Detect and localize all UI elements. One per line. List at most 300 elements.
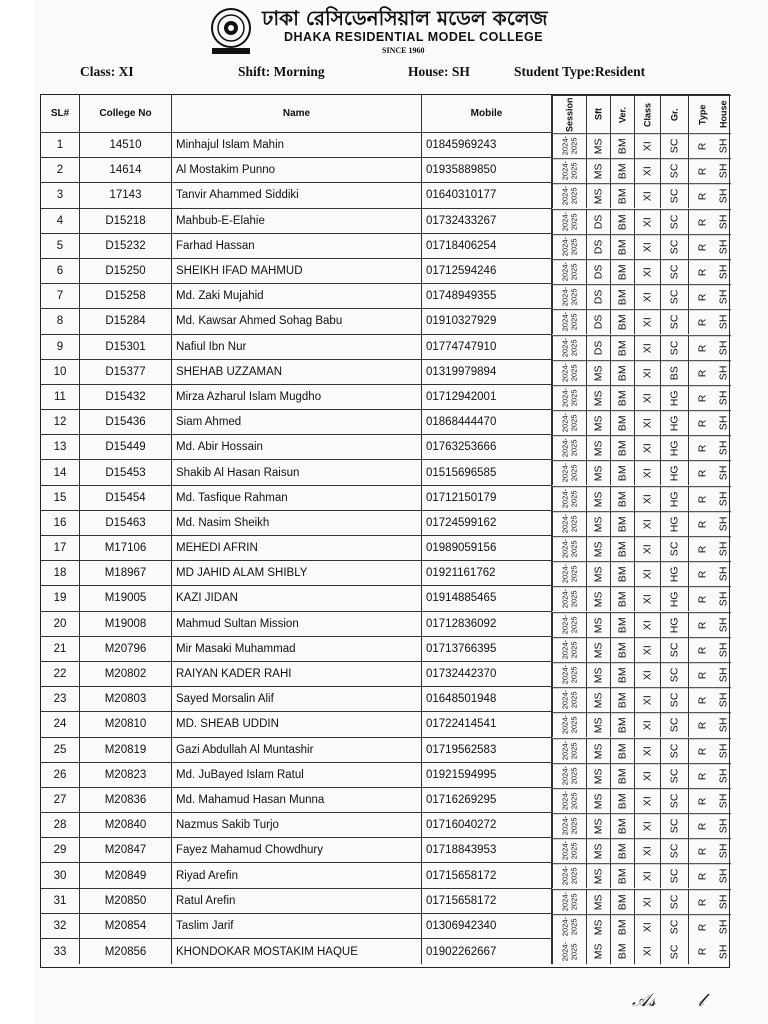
cell-shift: MS bbox=[586, 838, 610, 863]
cell-version: BM bbox=[610, 863, 634, 888]
cell-type: R bbox=[688, 687, 716, 712]
cell-name: Mahbub-E-Elahie bbox=[172, 209, 422, 234]
cell-college-no: D15301 bbox=[80, 335, 172, 360]
cell-session: 2024-2025 bbox=[552, 863, 586, 888]
cell-college-no: M20796 bbox=[80, 637, 172, 662]
cell-type: R bbox=[688, 460, 716, 485]
cell-version: BM bbox=[610, 209, 634, 234]
cell-type: R bbox=[688, 209, 716, 234]
cell-college-no: D15463 bbox=[80, 511, 172, 536]
cell-group: BS bbox=[660, 360, 688, 385]
cell-version: BM bbox=[610, 183, 634, 208]
cell-session: 2024-2025 bbox=[552, 889, 586, 914]
cell-college-no: M20802 bbox=[80, 662, 172, 687]
cell-class: XI bbox=[634, 435, 660, 460]
cell-mobile: 01921161762 bbox=[422, 561, 552, 586]
cell-type: R bbox=[688, 612, 716, 637]
cell-college-no: D15284 bbox=[80, 309, 172, 334]
cell-shift: MS bbox=[586, 486, 610, 511]
cell-session: 2024-2025 bbox=[552, 410, 586, 435]
cell-name: SHEIKH IFAD MAHMUD bbox=[172, 259, 422, 284]
cell-group: SC bbox=[660, 158, 688, 183]
cell-mobile: 01712836092 bbox=[422, 612, 552, 637]
cell-type: R bbox=[688, 284, 716, 309]
cell-group: HG bbox=[660, 486, 688, 511]
cell-class: XI bbox=[634, 536, 660, 561]
cell-college-no: D15377 bbox=[80, 360, 172, 385]
cell-session: 2024-2025 bbox=[552, 561, 586, 586]
cell-sl: 16 bbox=[41, 511, 80, 536]
cell-session: 2024-2025 bbox=[552, 813, 586, 838]
cell-group: SC bbox=[660, 309, 688, 334]
header-college-no: College No bbox=[80, 95, 172, 133]
cell-shift: MS bbox=[586, 511, 610, 536]
cell-name: Nazmus Sakib Turjo bbox=[172, 813, 422, 838]
cell-class: XI bbox=[634, 183, 660, 208]
cell-house: SH bbox=[716, 183, 731, 208]
cell-name: Md. Zaki Mujahid bbox=[172, 284, 422, 309]
college-title-bangla: ঢাকা রেসিডেনসিয়াল মডেল কলেজ bbox=[262, 6, 548, 30]
cell-group: HG bbox=[660, 385, 688, 410]
cell-mobile: 01763253666 bbox=[422, 435, 552, 460]
header-version: Ver. bbox=[610, 95, 634, 133]
cell-name: Md. Kawsar Ahmed Sohag Babu bbox=[172, 309, 422, 334]
cell-name: Md. Mahamud Hasan Munna bbox=[172, 788, 422, 813]
cell-sl: 33 bbox=[41, 939, 80, 964]
cell-class: XI bbox=[634, 460, 660, 485]
cell-version: BM bbox=[610, 234, 634, 259]
cell-version: BM bbox=[610, 410, 634, 435]
cell-name: Md. JuBayed Islam Ratul bbox=[172, 763, 422, 788]
cell-type: R bbox=[688, 486, 716, 511]
cell-mobile: 01921594995 bbox=[422, 763, 552, 788]
cell-college-no: 14614 bbox=[80, 158, 172, 183]
cell-type: R bbox=[688, 763, 716, 788]
cell-type: R bbox=[688, 259, 716, 284]
cell-class: XI bbox=[634, 863, 660, 888]
cell-group: SC bbox=[660, 763, 688, 788]
cell-college-no: D15232 bbox=[80, 234, 172, 259]
cell-session: 2024-2025 bbox=[552, 712, 586, 737]
cell-type: R bbox=[688, 889, 716, 914]
cell-version: BM bbox=[610, 687, 634, 712]
cell-group: SC bbox=[660, 712, 688, 737]
cell-college-no: M20856 bbox=[80, 939, 172, 964]
cell-group: HG bbox=[660, 561, 688, 586]
cell-sl: 3 bbox=[41, 183, 80, 208]
meta-shift: Shift: Morning bbox=[238, 64, 325, 79]
cell-mobile: 01306942340 bbox=[422, 914, 552, 939]
cell-shift: MS bbox=[586, 612, 610, 637]
cell-house: SH bbox=[716, 410, 731, 435]
cell-version: BM bbox=[610, 712, 634, 737]
cell-class: XI bbox=[634, 763, 660, 788]
cell-type: R bbox=[688, 939, 716, 964]
cell-house: SH bbox=[716, 914, 731, 939]
cell-name: KAZI JIDAN bbox=[172, 586, 422, 611]
cell-group: HG bbox=[660, 612, 688, 637]
cell-shift: DS bbox=[586, 209, 610, 234]
cell-group: HG bbox=[660, 435, 688, 460]
cell-group: SC bbox=[660, 209, 688, 234]
cell-mobile: 01868444470 bbox=[422, 410, 552, 435]
cell-sl: 30 bbox=[41, 863, 80, 888]
header-sl: SL# bbox=[41, 95, 80, 133]
cell-college-no: D15449 bbox=[80, 435, 172, 460]
cell-type: R bbox=[688, 385, 716, 410]
cell-college-no: D15250 bbox=[80, 259, 172, 284]
cell-sl: 13 bbox=[41, 435, 80, 460]
cell-mobile: 01712942001 bbox=[422, 385, 552, 410]
cell-class: XI bbox=[634, 158, 660, 183]
cell-version: BM bbox=[610, 133, 634, 158]
cell-type: R bbox=[688, 309, 716, 334]
cell-sl: 7 bbox=[41, 284, 80, 309]
cell-group: SC bbox=[660, 889, 688, 914]
cell-college-no: M20836 bbox=[80, 788, 172, 813]
cell-group: SC bbox=[660, 259, 688, 284]
cell-class: XI bbox=[634, 234, 660, 259]
cell-mobile: 01713766395 bbox=[422, 637, 552, 662]
cell-class: XI bbox=[634, 360, 660, 385]
cell-college-no: M17106 bbox=[80, 536, 172, 561]
cell-name: Nafiul Ibn Nur bbox=[172, 335, 422, 360]
cell-shift: MS bbox=[586, 914, 610, 939]
cell-session: 2024-2025 bbox=[552, 385, 586, 410]
cell-shift: DS bbox=[586, 259, 610, 284]
cell-house: SH bbox=[716, 335, 731, 360]
cell-house: SH bbox=[716, 838, 731, 863]
cell-mobile: 01732433267 bbox=[422, 209, 552, 234]
cell-session: 2024-2025 bbox=[552, 284, 586, 309]
cell-class: XI bbox=[634, 914, 660, 939]
cell-shift: MS bbox=[586, 712, 610, 737]
cell-house: SH bbox=[716, 259, 731, 284]
cell-house: SH bbox=[716, 712, 731, 737]
cell-shift: MS bbox=[586, 435, 610, 460]
cell-mobile: 01715658172 bbox=[422, 863, 552, 888]
cell-mobile: 01715658172 bbox=[422, 889, 552, 914]
cell-group: SC bbox=[660, 687, 688, 712]
cell-type: R bbox=[688, 561, 716, 586]
meta-house: House: SH bbox=[408, 64, 470, 79]
cell-name: Taslim Jarif bbox=[172, 914, 422, 939]
cell-house: SH bbox=[716, 511, 731, 536]
cell-shift: MS bbox=[586, 939, 610, 964]
cell-name: Riyad Arefin bbox=[172, 863, 422, 888]
cell-session: 2024-2025 bbox=[552, 460, 586, 485]
cell-version: BM bbox=[610, 259, 634, 284]
cell-mobile: 01515696585 bbox=[422, 460, 552, 485]
meta-student-type: Student Type:Resident bbox=[514, 64, 646, 79]
cell-house: SH bbox=[716, 209, 731, 234]
cell-type: R bbox=[688, 158, 716, 183]
cell-class: XI bbox=[634, 788, 660, 813]
cell-name: Md. Tasfique Rahman bbox=[172, 486, 422, 511]
cell-mobile: 01732442370 bbox=[422, 662, 552, 687]
cell-sl: 6 bbox=[41, 259, 80, 284]
cell-class: XI bbox=[634, 738, 660, 763]
cell-type: R bbox=[688, 183, 716, 208]
student-table bbox=[40, 94, 730, 968]
cell-type: R bbox=[688, 863, 716, 888]
cell-version: BM bbox=[610, 284, 634, 309]
cell-mobile: 01718406254 bbox=[422, 234, 552, 259]
cell-sl: 5 bbox=[41, 234, 80, 259]
cell-mobile: 01648501948 bbox=[422, 687, 552, 712]
cell-group: SC bbox=[660, 284, 688, 309]
cell-class: XI bbox=[634, 637, 660, 662]
cell-name: RAIYAN KADER RAHI bbox=[172, 662, 422, 687]
cell-type: R bbox=[688, 914, 716, 939]
header-session: Session bbox=[552, 95, 586, 133]
cell-house: SH bbox=[716, 435, 731, 460]
cell-name: MD. SHEAB UDDIN bbox=[172, 712, 422, 737]
cell-version: BM bbox=[610, 309, 634, 334]
cell-name: Shakib Al Hasan Raisun bbox=[172, 460, 422, 485]
cell-name: MEHEDI AFRIN bbox=[172, 536, 422, 561]
cell-group: SC bbox=[660, 133, 688, 158]
cell-college-no: M20850 bbox=[80, 889, 172, 914]
cell-class: XI bbox=[634, 662, 660, 687]
cell-group: SC bbox=[660, 536, 688, 561]
cell-class: XI bbox=[634, 284, 660, 309]
cell-group: HG bbox=[660, 410, 688, 435]
cell-class: XI bbox=[634, 335, 660, 360]
cell-college-no: D15453 bbox=[80, 460, 172, 485]
cell-name: Gazi Abdullah Al Muntashir bbox=[172, 738, 422, 763]
cell-sl: 26 bbox=[41, 763, 80, 788]
cell-session: 2024-2025 bbox=[552, 687, 586, 712]
cell-type: R bbox=[688, 662, 716, 687]
cell-type: R bbox=[688, 738, 716, 763]
cell-class: XI bbox=[634, 209, 660, 234]
cell-version: BM bbox=[610, 536, 634, 561]
cell-college-no: M18967 bbox=[80, 561, 172, 586]
cell-sl: 14 bbox=[41, 460, 80, 485]
cell-sl: 22 bbox=[41, 662, 80, 687]
cell-session: 2024-2025 bbox=[552, 486, 586, 511]
cell-version: BM bbox=[610, 511, 634, 536]
cell-college-no: D15436 bbox=[80, 410, 172, 435]
cell-mobile: 01914885465 bbox=[422, 586, 552, 611]
cell-sl: 27 bbox=[41, 788, 80, 813]
cell-type: R bbox=[688, 410, 716, 435]
cell-college-no: M20810 bbox=[80, 712, 172, 737]
cell-house: SH bbox=[716, 738, 731, 763]
cell-college-no: D15432 bbox=[80, 385, 172, 410]
cell-sl: 4 bbox=[41, 209, 80, 234]
cell-sl: 23 bbox=[41, 687, 80, 712]
cell-class: XI bbox=[634, 687, 660, 712]
cell-group: HG bbox=[660, 460, 688, 485]
cell-sl: 18 bbox=[41, 561, 80, 586]
cell-college-no: 14510 bbox=[80, 133, 172, 158]
cell-session: 2024-2025 bbox=[552, 158, 586, 183]
header-name: Name bbox=[172, 95, 422, 133]
cell-house: SH bbox=[716, 460, 731, 485]
cell-session: 2024-2025 bbox=[552, 234, 586, 259]
cell-sl: 9 bbox=[41, 335, 80, 360]
cell-name: Sayed Morsalin Alif bbox=[172, 687, 422, 712]
cell-college-no: M20819 bbox=[80, 738, 172, 763]
cell-name: Mirza Azharul Islam Mugdho bbox=[172, 385, 422, 410]
cell-college-no: M20840 bbox=[80, 813, 172, 838]
cell-type: R bbox=[688, 435, 716, 460]
signature-mark: 𝒜𝓈 bbox=[632, 990, 656, 1011]
cell-session: 2024-2025 bbox=[552, 183, 586, 208]
cell-type: R bbox=[688, 511, 716, 536]
cell-version: BM bbox=[610, 637, 634, 662]
cell-class: XI bbox=[634, 133, 660, 158]
cell-shift: MS bbox=[586, 813, 610, 838]
cell-shift: DS bbox=[586, 335, 610, 360]
cell-college-no: D15258 bbox=[80, 284, 172, 309]
cell-version: BM bbox=[610, 486, 634, 511]
cell-shift: DS bbox=[586, 234, 610, 259]
cell-shift: MS bbox=[586, 561, 610, 586]
cell-group: SC bbox=[660, 863, 688, 888]
cell-session: 2024-2025 bbox=[552, 209, 586, 234]
cell-class: XI bbox=[634, 410, 660, 435]
cell-version: BM bbox=[610, 435, 634, 460]
cell-group: HG bbox=[660, 511, 688, 536]
cell-name: Ratul Arefin bbox=[172, 889, 422, 914]
header-shift: Sft bbox=[586, 95, 610, 133]
signature-mark: 𝓁 bbox=[698, 990, 704, 1011]
cell-version: BM bbox=[610, 813, 634, 838]
cell-shift: MS bbox=[586, 410, 610, 435]
cell-house: SH bbox=[716, 158, 731, 183]
cell-type: R bbox=[688, 813, 716, 838]
cell-sl: 12 bbox=[41, 410, 80, 435]
cell-version: BM bbox=[610, 914, 634, 939]
cell-house: SH bbox=[716, 813, 731, 838]
cell-house: SH bbox=[716, 385, 731, 410]
cell-session: 2024-2025 bbox=[552, 637, 586, 662]
cell-sl: 31 bbox=[41, 889, 80, 914]
cell-name: Fayez Mahamud Chowdhury bbox=[172, 838, 422, 863]
cell-version: BM bbox=[610, 662, 634, 687]
cell-shift: DS bbox=[586, 284, 610, 309]
cell-type: R bbox=[688, 234, 716, 259]
cell-house: SH bbox=[716, 561, 731, 586]
cell-shift: MS bbox=[586, 158, 610, 183]
cell-version: BM bbox=[610, 460, 634, 485]
cell-version: BM bbox=[610, 360, 634, 385]
cell-shift: MS bbox=[586, 788, 610, 813]
cell-name: SHEHAB UZZAMAN bbox=[172, 360, 422, 385]
cell-house: SH bbox=[716, 586, 731, 611]
cell-mobile: 01718843953 bbox=[422, 838, 552, 863]
cell-class: XI bbox=[634, 939, 660, 964]
cell-version: BM bbox=[610, 939, 634, 964]
cell-name: Mir Masaki Muhammad bbox=[172, 637, 422, 662]
cell-class: XI bbox=[634, 889, 660, 914]
cell-group: SC bbox=[660, 914, 688, 939]
cell-name: Mahmud Sultan Mission bbox=[172, 612, 422, 637]
cell-shift: MS bbox=[586, 536, 610, 561]
cell-shift: MS bbox=[586, 586, 610, 611]
cell-type: R bbox=[688, 536, 716, 561]
cell-sl: 32 bbox=[41, 914, 80, 939]
cell-shift: MS bbox=[586, 637, 610, 662]
cell-shift: MS bbox=[586, 662, 610, 687]
cell-sl: 17 bbox=[41, 536, 80, 561]
cell-mobile: 01902262667 bbox=[422, 939, 552, 964]
cell-class: XI bbox=[634, 586, 660, 611]
cell-house: SH bbox=[716, 662, 731, 687]
cell-group: SC bbox=[660, 838, 688, 863]
cell-mobile: 01712150179 bbox=[422, 486, 552, 511]
cell-college-no: M20823 bbox=[80, 763, 172, 788]
cell-house: SH bbox=[716, 788, 731, 813]
cell-name: Md. Nasim Sheikh bbox=[172, 511, 422, 536]
cell-shift: MS bbox=[586, 738, 610, 763]
cell-sl: 15 bbox=[41, 486, 80, 511]
cell-shift: DS bbox=[586, 309, 610, 334]
cell-shift: MS bbox=[586, 460, 610, 485]
cell-college-no: 17143 bbox=[80, 183, 172, 208]
cell-name: Farhad Hassan bbox=[172, 234, 422, 259]
cell-house: SH bbox=[716, 133, 731, 158]
cell-group: SC bbox=[660, 234, 688, 259]
cell-version: BM bbox=[610, 385, 634, 410]
cell-house: SH bbox=[716, 536, 731, 561]
cell-session: 2024-2025 bbox=[552, 763, 586, 788]
cell-sl: 10 bbox=[41, 360, 80, 385]
cell-house: SH bbox=[716, 360, 731, 385]
header-class: Class bbox=[634, 95, 660, 133]
cell-group: SC bbox=[660, 788, 688, 813]
cell-version: BM bbox=[610, 763, 634, 788]
cell-class: XI bbox=[634, 612, 660, 637]
cell-house: SH bbox=[716, 309, 731, 334]
cell-sl: 24 bbox=[41, 712, 80, 737]
cell-college-no: D15454 bbox=[80, 486, 172, 511]
cell-session: 2024-2025 bbox=[552, 360, 586, 385]
cell-sl: 1 bbox=[41, 133, 80, 158]
cell-group: SC bbox=[660, 738, 688, 763]
cell-class: XI bbox=[634, 486, 660, 511]
cell-group: SC bbox=[660, 939, 688, 964]
header-type: Type bbox=[688, 95, 716, 133]
cell-mobile: 01716040272 bbox=[422, 813, 552, 838]
cell-session: 2024-2025 bbox=[552, 536, 586, 561]
cell-mobile: 01774747910 bbox=[422, 335, 552, 360]
cell-version: BM bbox=[610, 586, 634, 611]
cell-class: XI bbox=[634, 561, 660, 586]
cell-version: BM bbox=[610, 738, 634, 763]
cell-session: 2024-2025 bbox=[552, 738, 586, 763]
college-title-english: DHAKA RESIDENTIAL MODEL COLLEGE bbox=[284, 30, 544, 44]
college-header bbox=[200, 4, 560, 60]
cell-name: Tanvir Ahammed Siddiki bbox=[172, 183, 422, 208]
cell-version: BM bbox=[610, 889, 634, 914]
cell-shift: MS bbox=[586, 863, 610, 888]
cell-sl: 25 bbox=[41, 738, 80, 763]
cell-shift: MS bbox=[586, 687, 610, 712]
cell-sl: 29 bbox=[41, 838, 80, 863]
cell-group: SC bbox=[660, 813, 688, 838]
cell-college-no: D15218 bbox=[80, 209, 172, 234]
cell-house: SH bbox=[716, 284, 731, 309]
cell-sl: 21 bbox=[41, 637, 80, 662]
cell-mobile: 01722414541 bbox=[422, 712, 552, 737]
cell-sl: 8 bbox=[41, 309, 80, 334]
scan-margin bbox=[0, 0, 34, 1024]
cell-session: 2024-2025 bbox=[552, 939, 586, 964]
